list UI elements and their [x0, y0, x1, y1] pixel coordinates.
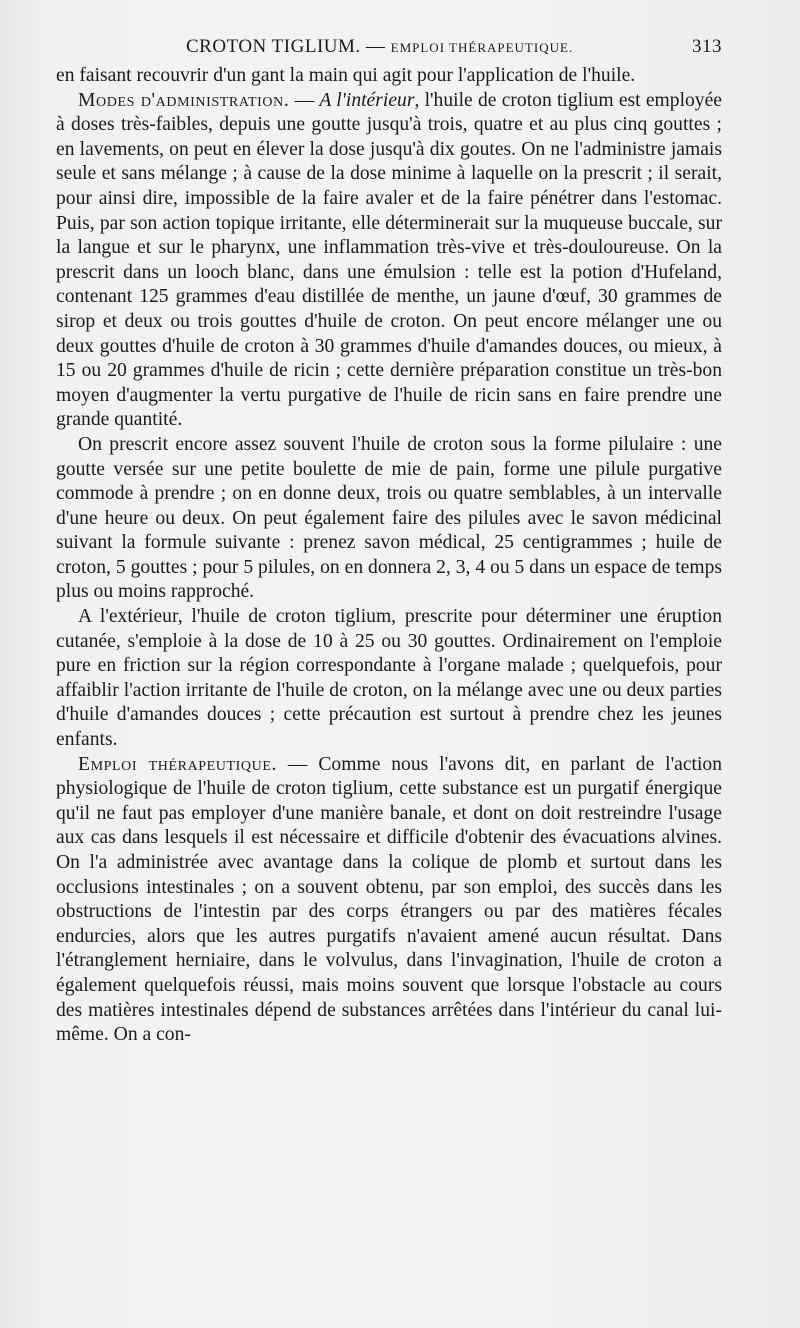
section-heading-modes: Modes d'administration.: [78, 89, 290, 111]
paragraph-continued: en faisant recouvrir d'un gant la main qui agit pour l'application de l'huile.: [56, 65, 636, 86]
heading-dash: —: [277, 753, 319, 775]
italic-a-l-interieur: A l'intérieur: [319, 89, 415, 111]
paragraph-text: , l'huile de croton tiglium est employée à doses très-faibles, depuis une goutte jusqu'à trois, quatre et au plus cinq gouttes ; en lavements, on peut en élever la dose jusqu'à dix goutes. On ne l'administre jamais seule et sans mélange ; à cause de la dose minime à laquelle on la prescrit ; il serait, pour ainsi dire, impossible de la faire avaler et de la faire pénétrer dans l'estomac. Puis, par son action topique irritante, elle déterminerait sur la muqueuse buccale, sur la langue et sur le pharynx, une inflammation très-vive et très-douloureuse. On la prescrit dans un looch blanc, dans une émulsion : telle est la potion d'Hufeland, contenant 125 grammes d'eau distillée de menthe, un jaune d'œuf, 30 grammes de sirop et deux ou trois gouttes d'huile de croton. On peut encore mélanger une ou deux gouttes d'huile de croton à 30 grammes d'huile d'amandes douces, ou mieux, à 15 ou 20 grammes d'huile de ricin ; cette dernière préparation constitue un très-bon moyen d'augmenter la vertu purgative de l'huile de ricin sans en faire prendre une grande quantité.: [56, 89, 722, 431]
section-heading-emploi: Emploi thérapeutique.: [78, 753, 277, 775]
paragraph-pilulaire: On prescrit encore assez souvent l'huile de croton sous la forme pilulaire : une goutte versée sur une petite boulette de mie de pain, forme une pilule purgative commode à prendre ; on en donne deux, trois ou quatre semblables, à un intervalle d'une heure ou deux. On peut également faire des pilules avec le savon médicinal suivant la formule suivante : prenez savon médical, 25 centigrammes ; huile de croton, 5 gouttes ; pour 5 pilules, on en donnera 2, 3, 4 ou 5 dans un espace de temps plus ou moins rapproché.: [56, 433, 722, 603]
running-title-main: CROTON TIGLIUM.: [186, 36, 361, 57]
page-number: 313: [692, 36, 722, 57]
paragraph-text: Comme nous l'avons dit, en parlant de l'action physiologique de l'huile de croton tiglium, cette substance est un purgatif énergique qu'il ne faut pas employer d'une manière banale, et dont on doit restreindre l'usage aux cas dans lesquels il est nécessaire et difficile d'obtenir des évacuations alvines. On l'a administrée avec avantage dans la colique de plomb et surtout dans les occlusions intestinales ; on a souvent obtenu, par son emploi, des succès dans les obstructions de l'intestin par des corps étrangers ou par des matières fécales endurcies, alors que les autres purgatifs n'avaient amené aucun résultat. Dans l'étranglement herniaire, dans le volvulus, dans l'invagination, l'huile de croton a également quelquefois réussi, mais moins souvent que lorsque l'obstacle au cours des matières intestinales dépend de substances arrêtées dans l'intérieur du canal lui-même. On a con-: [56, 753, 722, 1046]
paragraph-exterieur: A l'extérieur, l'huile de croton tiglium, prescrite pour déterminer une éruption cutanée, s'emploie à la dose de 10 à 25 ou 30 gouttes. Ordinairement on l'emploie pure en friction sur la région correspondante à l'organe malade ; quelquefois, pour affaiblir l'action irritante de l'huile de croton, on la mélange avec une ou deux parties d'huile d'amandes douces ; cette précaution est surtout à prendre chez les jeunes enfants.: [56, 606, 722, 751]
paragraph-emploi-therapeutique: [56, 753, 722, 1048]
paragraph-modes-administration: [56, 89, 722, 433]
running-title-dash: —: [360, 36, 391, 57]
body-text: [56, 64, 722, 1048]
heading-dash: —: [289, 89, 320, 111]
running-title-section: EMPLOI THÉRAPEUTIQUE.: [390, 40, 574, 55]
running-title: [186, 36, 573, 58]
running-head: [56, 30, 722, 64]
